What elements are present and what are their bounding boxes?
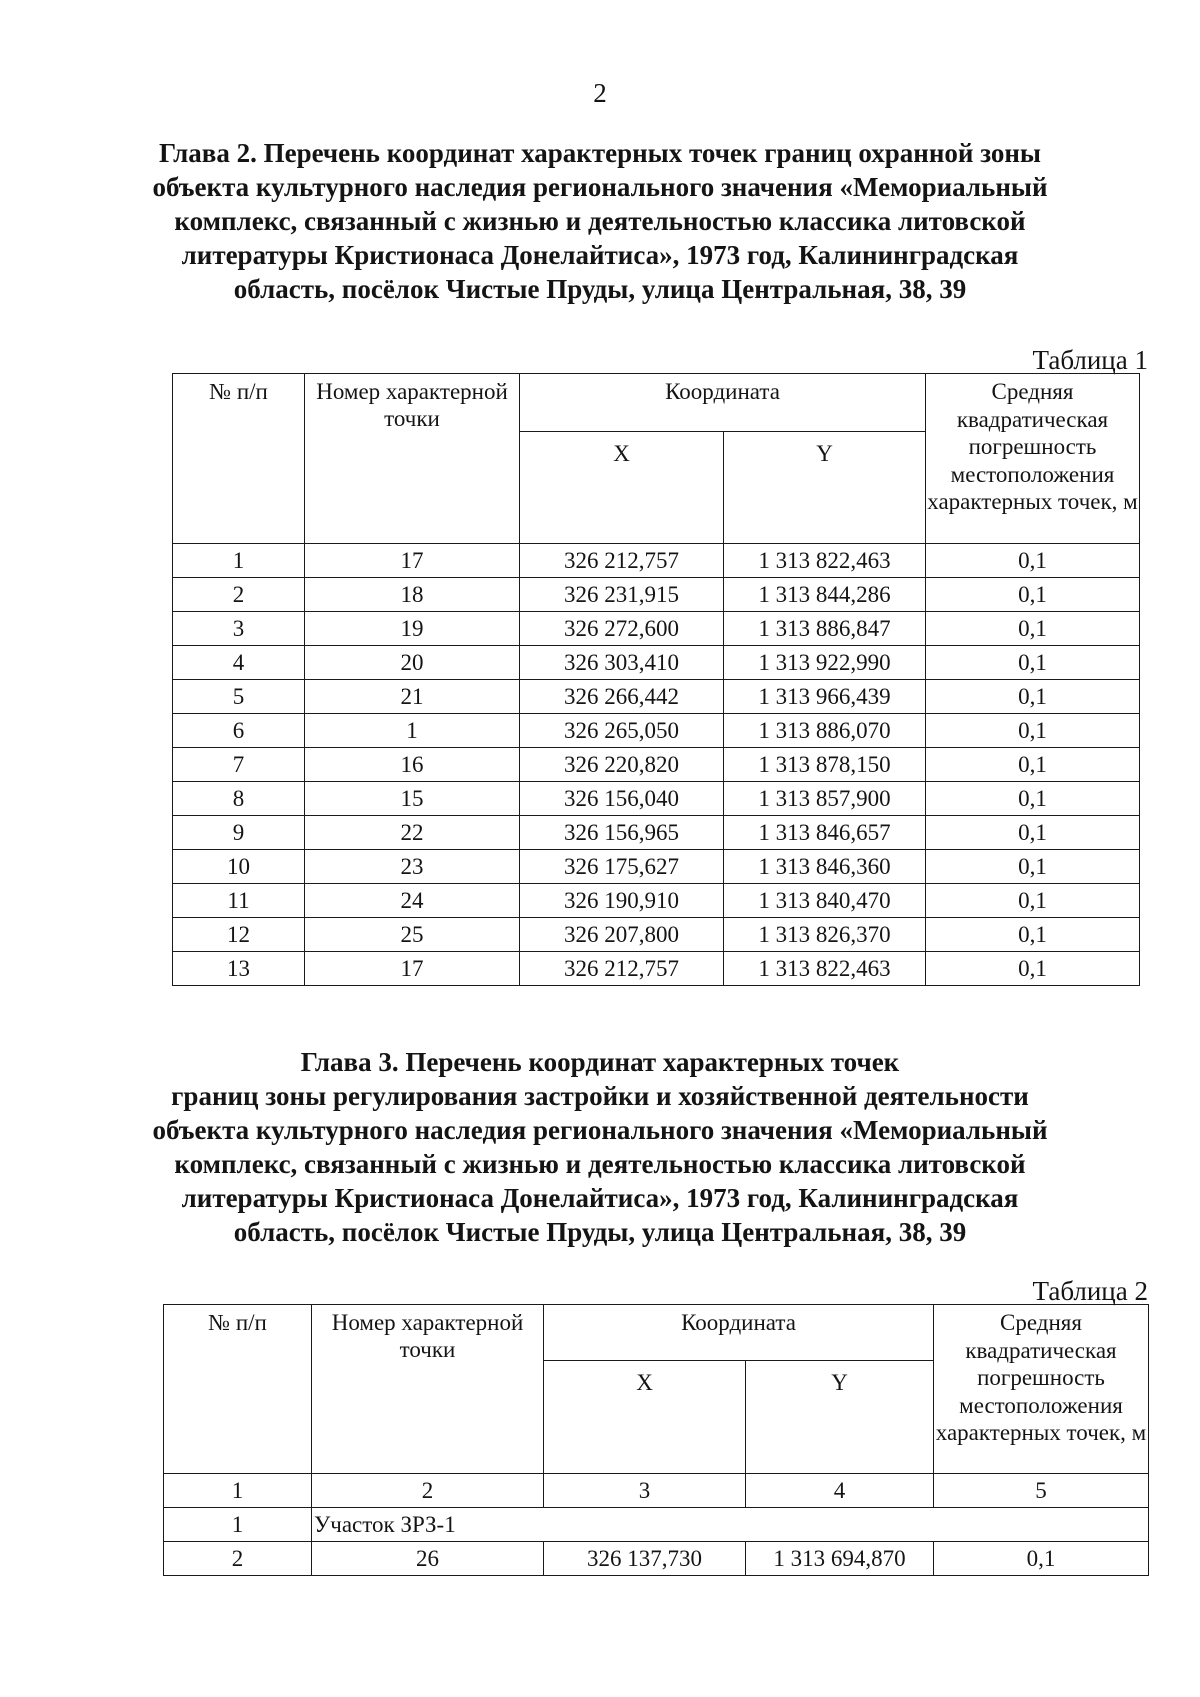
table-row	[173, 952, 1140, 986]
table-row	[173, 884, 1140, 918]
cell-x: 326 303,410	[520, 646, 724, 680]
cell-point: 22	[305, 816, 520, 850]
cell-point: 1	[305, 714, 520, 748]
cell-num: 2	[164, 1542, 312, 1576]
column-number: 5	[934, 1474, 1149, 1508]
cell-point: 18	[305, 578, 520, 612]
column-number-row	[164, 1474, 1149, 1508]
cell-x: 326 266,442	[520, 680, 724, 714]
cell-point: 17	[305, 952, 520, 986]
cell-point: 19	[305, 612, 520, 646]
cell-num: 7	[173, 748, 305, 782]
cell-y: 1 313 844,286	[724, 578, 926, 612]
table-row	[173, 680, 1140, 714]
cell-y: 1 313 878,150	[724, 748, 926, 782]
cell-y: 1 313 826,370	[724, 918, 926, 952]
table1	[172, 373, 1140, 986]
section-number: 1	[164, 1508, 312, 1542]
cell-num: 3	[173, 612, 305, 646]
heading-line: Глава 3. Перечень координат характерных точек	[300, 1047, 900, 1077]
cell-point: 23	[305, 850, 520, 884]
cell-error: 0,1	[926, 646, 1140, 680]
table-row	[164, 1542, 1149, 1576]
col-num-header: № п/п	[173, 374, 305, 544]
cell-error: 0,1	[926, 782, 1140, 816]
cell-y: 1 313 694,870	[746, 1542, 934, 1576]
col-point-header: Номер характерной точки	[312, 1305, 544, 1474]
cell-point: 20	[305, 646, 520, 680]
table-row	[173, 816, 1140, 850]
table-row	[173, 646, 1140, 680]
heading-line: область, посёлок Чистые Пруды, улица Центральная, 38, 39	[233, 1217, 967, 1247]
cell-point: 15	[305, 782, 520, 816]
table-row	[173, 544, 1140, 578]
cell-point: 16	[305, 748, 520, 782]
cell-num: 11	[173, 884, 305, 918]
cell-y: 1 313 840,470	[724, 884, 926, 918]
col-error-header: Средняя квадратическая погрешность местоположения характерных точек, м	[934, 1305, 1149, 1474]
cell-error: 0,1	[926, 850, 1140, 884]
col-y-header: Y	[724, 432, 926, 544]
cell-x: 326 156,965	[520, 816, 724, 850]
cell-x: 326 212,757	[520, 544, 724, 578]
cell-error: 0,1	[926, 544, 1140, 578]
cell-num: 4	[173, 646, 305, 680]
cell-num: 9	[173, 816, 305, 850]
chapter3-heading	[100, 1045, 1100, 1249]
table1-caption: Таблица 1	[1032, 345, 1148, 375]
cell-error: 0,1	[926, 748, 1140, 782]
cell-y: 1 313 886,070	[724, 714, 926, 748]
cell-x: 326 175,627	[520, 850, 724, 884]
cell-error: 0,1	[934, 1542, 1149, 1576]
cell-y: 1 313 822,463	[724, 952, 926, 986]
cell-y: 1 313 846,657	[724, 816, 926, 850]
cell-x: 326 231,915	[520, 578, 724, 612]
heading-line: границ зоны регулирования застройки и хозяйственной деятельности	[171, 1081, 1029, 1111]
table-row	[173, 578, 1140, 612]
cell-x: 326 220,820	[520, 748, 724, 782]
table2	[163, 1304, 1149, 1576]
cell-num: 5	[173, 680, 305, 714]
col-x-header: X	[544, 1361, 746, 1474]
section-row	[164, 1508, 1149, 1542]
cell-y: 1 313 966,439	[724, 680, 926, 714]
column-number: 1	[164, 1474, 312, 1508]
col-num-header: № п/п	[164, 1305, 312, 1474]
cell-num: 12	[173, 918, 305, 952]
cell-point: 21	[305, 680, 520, 714]
cell-y: 1 313 846,360	[724, 850, 926, 884]
cell-error: 0,1	[926, 816, 1140, 850]
cell-point: 24	[305, 884, 520, 918]
col-coord-header: Координата	[520, 374, 926, 432]
cell-error: 0,1	[926, 578, 1140, 612]
section-label: Участок ЗРЗ-1	[312, 1508, 1149, 1542]
cell-num: 2	[173, 578, 305, 612]
col-y-header: Y	[746, 1361, 934, 1474]
cell-x: 326 207,800	[520, 918, 724, 952]
col-coord-header: Координата	[544, 1305, 934, 1361]
table-row	[173, 748, 1140, 782]
cell-error: 0,1	[926, 714, 1140, 748]
cell-y: 1 313 922,990	[724, 646, 926, 680]
page-number: 2	[593, 78, 607, 108]
chapter2-heading	[100, 136, 1100, 306]
col-x-header: X	[520, 432, 724, 544]
table-row	[173, 850, 1140, 884]
cell-point: 17	[305, 544, 520, 578]
col-error-header: Средняя квадратическая погрешность местоположения характерных точек, м	[926, 374, 1140, 544]
column-number: 3	[544, 1474, 746, 1508]
table2-caption: Таблица 2	[1032, 1276, 1148, 1306]
column-number: 4	[746, 1474, 934, 1508]
col-point-header: Номер характерной точки	[305, 374, 520, 544]
heading-line: область, посёлок Чистые Пруды, улица Центральная, 38, 39	[233, 274, 967, 304]
cell-y: 1 313 886,847	[724, 612, 926, 646]
cell-x: 326 190,910	[520, 884, 724, 918]
cell-num: 1	[173, 544, 305, 578]
cell-point: 26	[312, 1542, 544, 1576]
cell-y: 1 313 822,463	[724, 544, 926, 578]
cell-error: 0,1	[926, 952, 1140, 986]
cell-num: 6	[173, 714, 305, 748]
cell-x: 326 272,600	[520, 612, 724, 646]
cell-error: 0,1	[926, 680, 1140, 714]
table-row	[173, 612, 1140, 646]
cell-num: 13	[173, 952, 305, 986]
cell-error: 0,1	[926, 918, 1140, 952]
table-row	[173, 782, 1140, 816]
heading-line: литературы Кристионаса Донелайтиса», 1973 год, Калининградская	[181, 1183, 1019, 1213]
cell-y: 1 313 857,900	[724, 782, 926, 816]
cell-num: 10	[173, 850, 305, 884]
column-number: 2	[312, 1474, 544, 1508]
heading-line: объекта культурного наследия регионального значения «Мемориальный	[152, 172, 1048, 202]
heading-line: комплекс, связанный с жизнью и деятельностью классика литовской	[174, 1149, 1026, 1179]
cell-x: 326 212,757	[520, 952, 724, 986]
heading-line: Глава 2. Перечень координат характерных точек границ охранной зоны	[158, 138, 1042, 168]
table-row	[173, 714, 1140, 748]
cell-num: 8	[173, 782, 305, 816]
heading-line: комплекс, связанный с жизнью и деятельностью классика литовской	[174, 206, 1026, 236]
cell-error: 0,1	[926, 612, 1140, 646]
cell-x: 326 265,050	[520, 714, 724, 748]
cell-error: 0,1	[926, 884, 1140, 918]
cell-x: 326 137,730	[544, 1542, 746, 1576]
cell-point: 25	[305, 918, 520, 952]
table-row	[173, 918, 1140, 952]
heading-line: литературы Кристионаса Донелайтиса», 1973 год, Калининградская	[181, 240, 1019, 270]
heading-line: объекта культурного наследия регионального значения «Мемориальный	[152, 1115, 1048, 1145]
cell-x: 326 156,040	[520, 782, 724, 816]
